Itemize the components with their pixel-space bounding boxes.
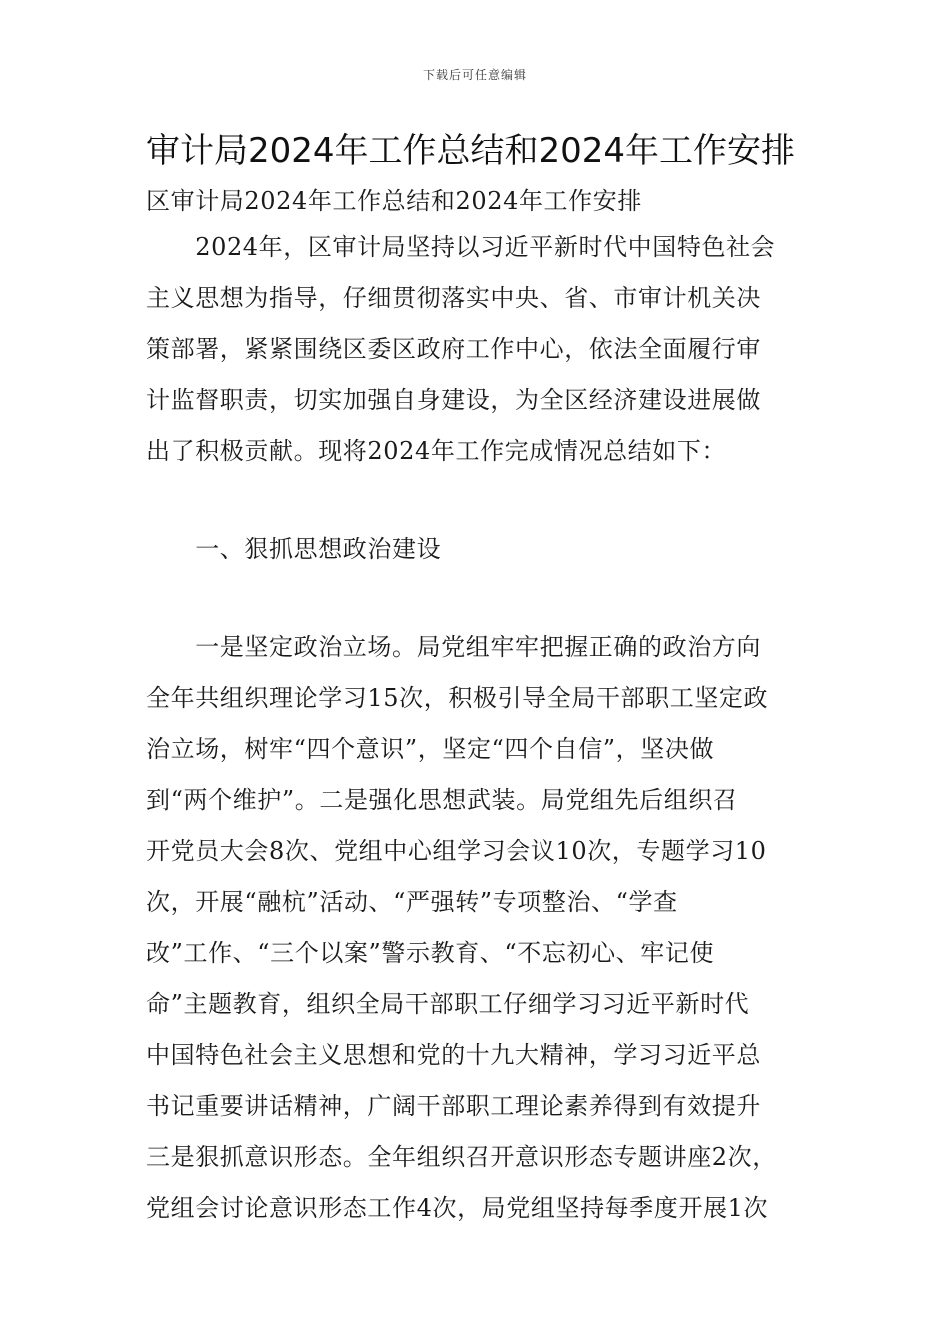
paragraph-line: 命”主题教育，组织全局干部职工仔细学习习近平新时代: [146, 990, 750, 1018]
paragraph-line: 全年共组织理论学习15次，积极引导全局干部职工坚定政: [146, 684, 769, 712]
paragraph-line: 主义思想为指导，仔细贯彻落实中央、省、市审计机关决: [146, 284, 761, 312]
paragraph-line: 到“两个维护”。二是强化思想武装。局党组先后组织召: [146, 786, 738, 814]
paragraph-line: 治立场，树牢“四个意识”，坚定“四个自信”，坚决做: [146, 735, 715, 763]
section-heading: 一、狠抓思想政治建设: [146, 535, 442, 563]
paragraph-line: 策部署，紧紧围绕区委区政府工作中心，依法全面履行审: [146, 335, 761, 363]
paragraph-line: 党组会讨论意识形态工作4次，局党组坚持每季度开展1次: [146, 1194, 769, 1222]
header-note: 下载后可任意编辑: [422, 68, 527, 82]
document-title: 审计局2024年工作总结和2024年工作安排: [146, 131, 796, 171]
paragraph-line: 一是坚定政治立场。局党组牢牢把握正确的政治方向: [146, 633, 761, 661]
paragraph-line: 开党员大会8次、党组中心组学习会议10次，专题学习10: [146, 837, 767, 865]
paragraph-line: 出了积极贡献。现将2024年工作完成情况总结如下：: [146, 437, 727, 465]
paragraph-line: 中国特色社会主义思想和党的十九大精神，学习习近平总: [146, 1041, 761, 1069]
paragraph-line: 计监督职责，切实加强自身建设，为全区经济建设进展做: [146, 386, 761, 414]
document-subtitle: 区审计局2024年工作总结和2024年工作安排: [146, 187, 642, 215]
paragraph-line: 改”工作、“三个以案”警示教育、“不忘初心、牢记使: [146, 939, 715, 967]
intro-paragraph: [146, 222, 816, 477]
paragraph-line: 三是狠抓意识形态。全年组织召开意识形态专题讲座2次，: [146, 1143, 777, 1171]
paragraph-line: 2024年，区审计局坚持以习近平新时代中国特色社会: [146, 233, 776, 261]
paragraph-line: 次，开展“融杭”活动、“严强转”专项整治、“学查: [146, 888, 678, 916]
section-paragraph: [146, 622, 816, 1234]
paragraph-line: 书记重要讲话精神，广阔干部职工理论素养得到有效提升: [146, 1092, 761, 1120]
